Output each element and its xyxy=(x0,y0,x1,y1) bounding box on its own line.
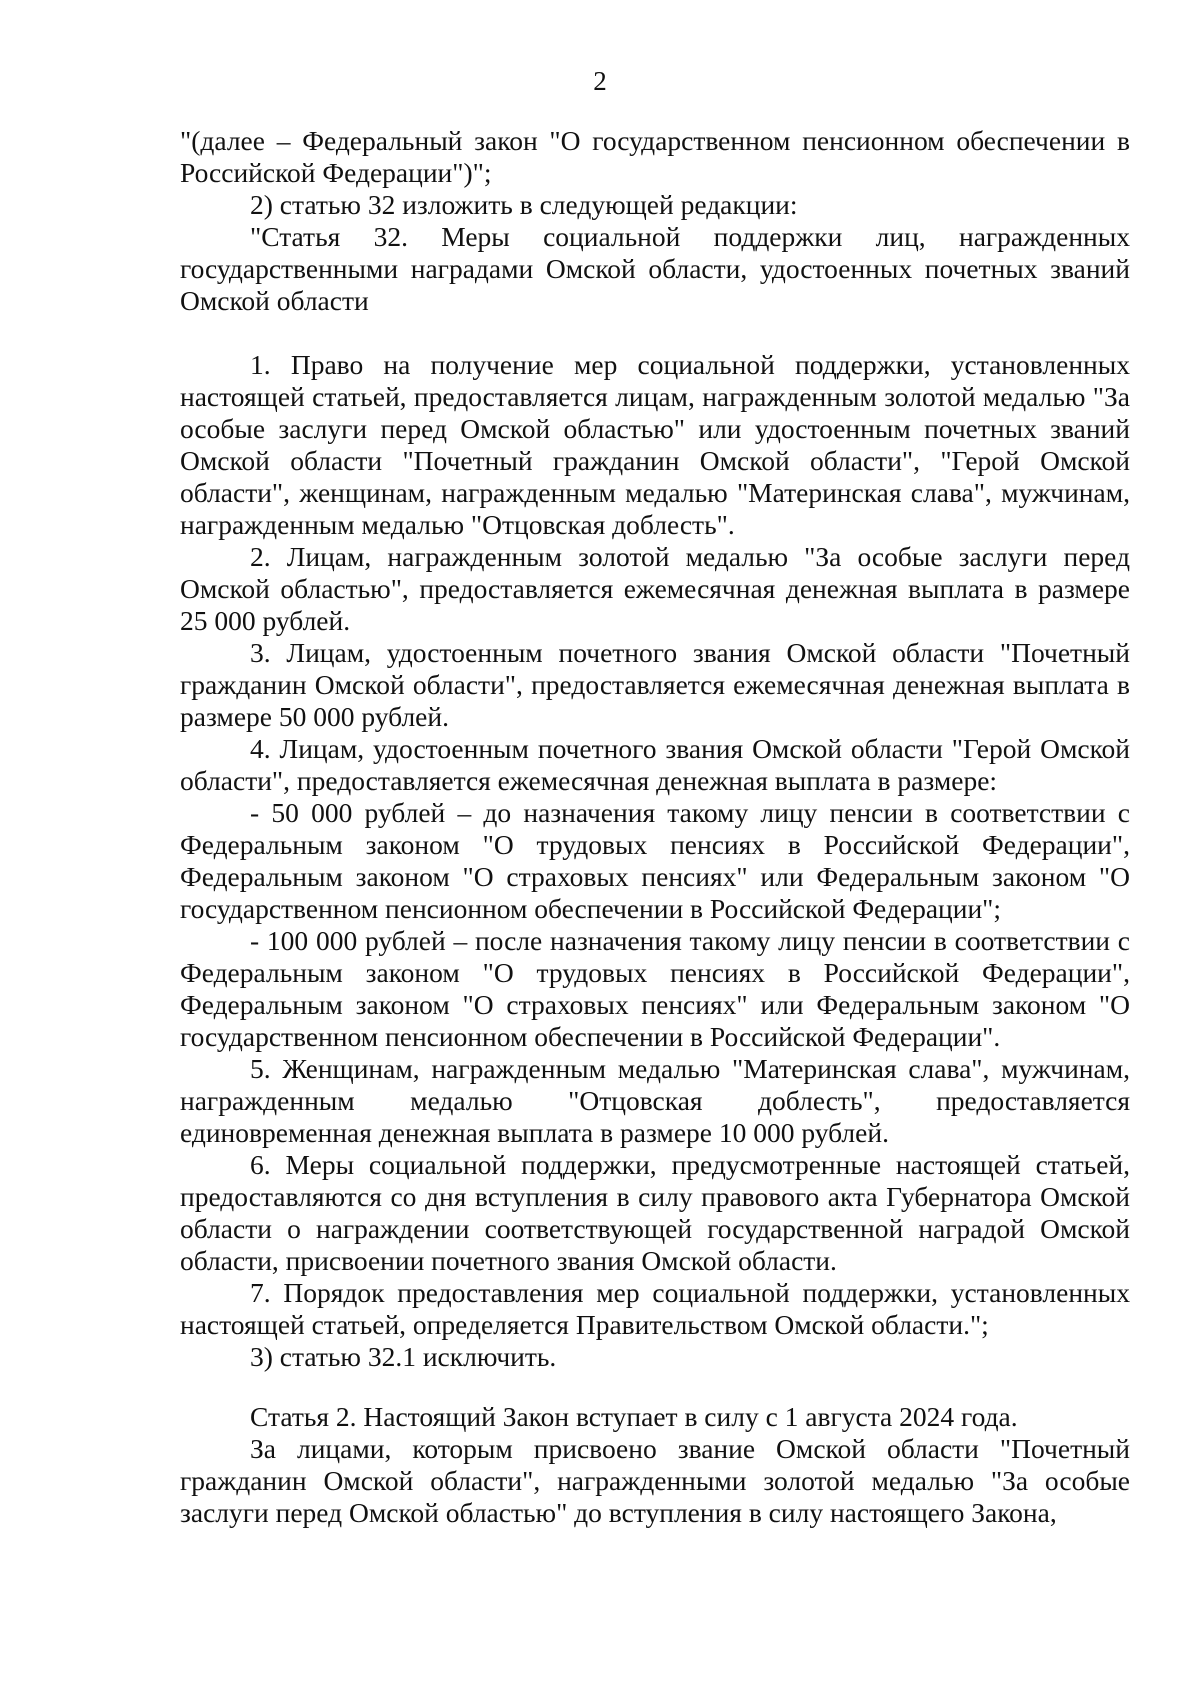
paragraph-item-4-dash-1: - 50 000 рублей – до назначения такому лицу пенсии в соответствии с Федеральным законом "О трудовых пенсиях в Российской Федерации", Федеральным законом "О страховых пенсиях" или Федеральным законом "О государственном пенсионном обеспечении в Российской Федерации"; xyxy=(180,797,1130,924)
paragraph-amendment-3: 3) статью 32.1 исключить. xyxy=(250,1341,557,1372)
paragraph-transition: За лицами, которым присвоено звание Омской области "Почетный гражданин Омской области", награжденными золотой медалью "За особые заслуги перед Омской областью" до вступления в силу настоящего Закона, xyxy=(180,1433,1130,1528)
paragraph-item-7: 7. Порядок предоставления мер социальной поддержки, установленных настоящей статьей, определяется Правительством Омской области."; xyxy=(180,1277,1130,1340)
spacer xyxy=(180,317,1130,349)
article-2-paragraph: Статья 2. Настоящий Закон вступает в силу с 1 августа 2024 года. xyxy=(250,1401,1018,1432)
paragraph-item-5: 5. Женщинам, награжденным медалью "Материнская слава", мужчинам, награжденным медалью "Отцовская доблесть", предоставляется единовременная денежная выплата в размере 10 000 рублей. xyxy=(180,1053,1130,1148)
article-32-heading: "Статья 32. Меры социальной поддержки лиц, награжденных государственными наградами Омской области, удостоенных почетных званий Омской области xyxy=(180,221,1130,316)
spacer xyxy=(180,1373,1130,1401)
document-body xyxy=(180,125,1130,1529)
paragraph-continuation: "(далее – Федеральный закон "О государственном пенсионном обеспечении в Российской Федерации")"; xyxy=(180,125,1130,188)
page-number: 2 xyxy=(593,66,607,96)
paragraph-item-1: 1. Право на получение мер социальной поддержки, установленных настоящей статьей, предоставляется лицам, награжденным золотой медалью "За особые заслуги перед Омской областью" или удостоенным почетных званий Омской области "Почетный гражданин Омской области", "Герой Омской области", женщинам, награжденным медалью "Материнская слава", мужчинам, награжденным медалью "Отцовская доблесть". xyxy=(180,349,1130,540)
paragraph-item-6: 6. Меры социальной поддержки, предусмотренные настоящей статьей, предоставляются со дня вступления в силу правового акта Губернатора Омской области о награждении соответствующей государственной наградой Омской области, присвоении почетного звания Омской области. xyxy=(180,1149,1130,1276)
paragraph-item-4: 4. Лицам, удостоенным почетного звания Омской области "Герой Омской области", предоставляется ежемесячная денежная выплата в размере: xyxy=(180,733,1130,796)
paragraph-amendment-2: 2) статью 32 изложить в следующей редакции: xyxy=(250,189,798,220)
paragraph-item-4-dash-2: - 100 000 рублей – после назначения такому лицу пенсии в соответствии с Федеральным законом "О трудовых пенсиях в Российской Федерации", Федеральным законом "О страховых пенсиях" или Федеральным законом "О государственном пенсионном обеспечении в Российской Федерации". xyxy=(180,925,1130,1052)
paragraph-item-3: 3. Лицам, удостоенным почетного звания Омской области "Почетный гражданин Омской области", предоставляется ежемесячная денежная выплата в размере 50 000 рублей. xyxy=(180,637,1130,732)
paragraph-item-2: 2. Лицам, награжденным золотой медалью "За особые заслуги перед Омской областью", предоставляется ежемесячная денежная выплата в размере 25 000 рублей. xyxy=(180,541,1130,636)
